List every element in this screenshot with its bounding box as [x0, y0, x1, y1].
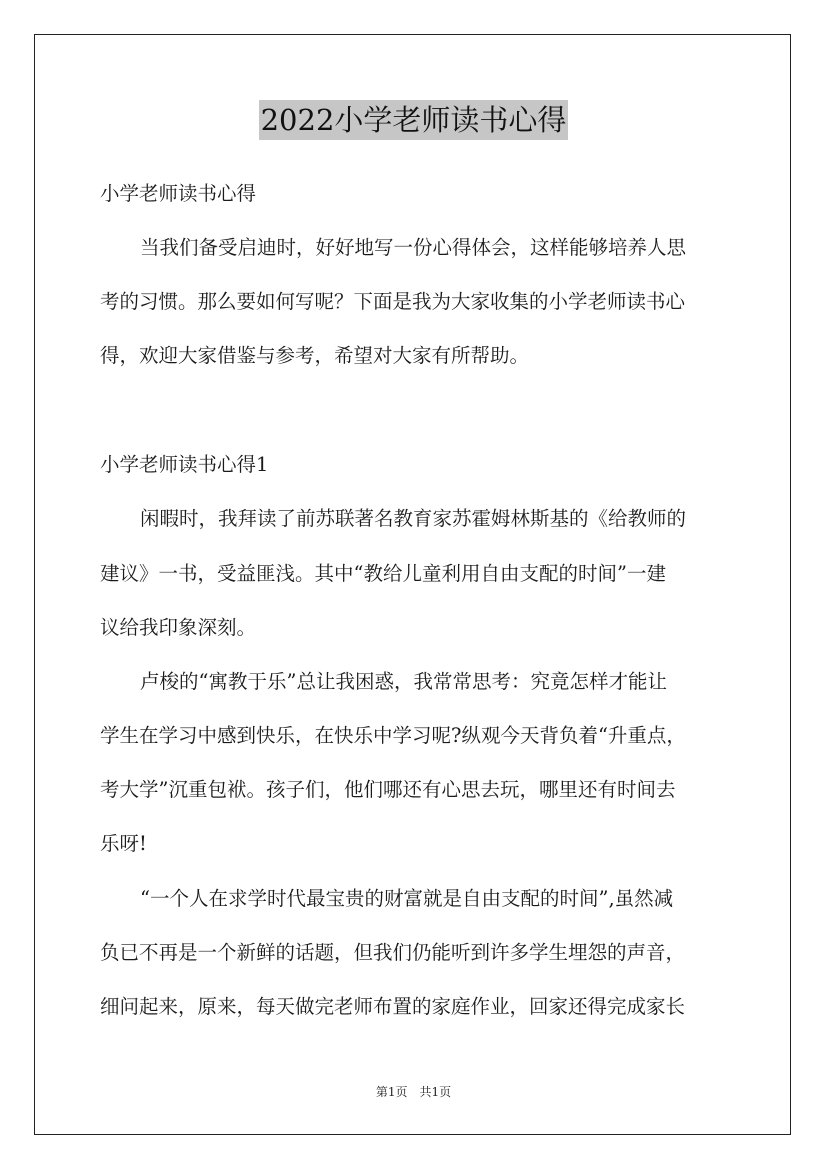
document-title: 2022小学老师读书心得: [259, 100, 569, 140]
paragraph-line: 议给我印象深刻。: [100, 616, 257, 639]
paragraph-line: 负已不再是一个新鲜的话题，但我们仍能听到许多学生埋怨的声音，: [100, 941, 686, 964]
paragraph-line: 学生在学习中感到快乐，在快乐中学习呢?纵观今天背负着“升重点，: [100, 724, 686, 747]
paragraph-line: 闲暇时，我拜读了前苏联著名教育家苏霍姆林斯基的《给教师的: [140, 507, 687, 530]
paragraph-line: 卢梭的“寓教于乐”总让我困惑，我常常思考：究竟怎样才能让: [140, 670, 667, 693]
paragraph-line: 建议》一书，受益匪浅。其中“教给儿童利用自由支配的时间”一建: [100, 562, 666, 585]
section-heading: 小学老师读书心得1: [100, 453, 269, 476]
title-container: [0, 100, 827, 140]
paragraph-line: 考大学”沉重包袱。孩子们，他们哪还有心思去玩，哪里还有时间去: [100, 778, 676, 801]
paragraph-line: 考的习惯。那么要如何写呢？下面是我为大家收集的小学老师读书心: [100, 290, 686, 313]
paragraph-line: 得，欢迎大家借鉴与参考，希望对大家有所帮助。: [100, 344, 530, 367]
paragraph-line: 细问起来，原来，每天做完老师布置的家庭作业，回家还得完成家长: [100, 995, 686, 1018]
paragraph-line: “一个人在求学时代最宝贵的财富就是自由支配的时间”,虽然减: [140, 887, 674, 910]
subtitle: 小学老师读书心得: [100, 182, 257, 205]
paragraph-line: 乐呀!: [100, 832, 147, 855]
paragraph-line: 当我们备受启迪时，好好地写一份心得体会，这样能够培养人思: [140, 236, 687, 259]
page-footer: 第1页 共1页: [375, 1085, 452, 1099]
